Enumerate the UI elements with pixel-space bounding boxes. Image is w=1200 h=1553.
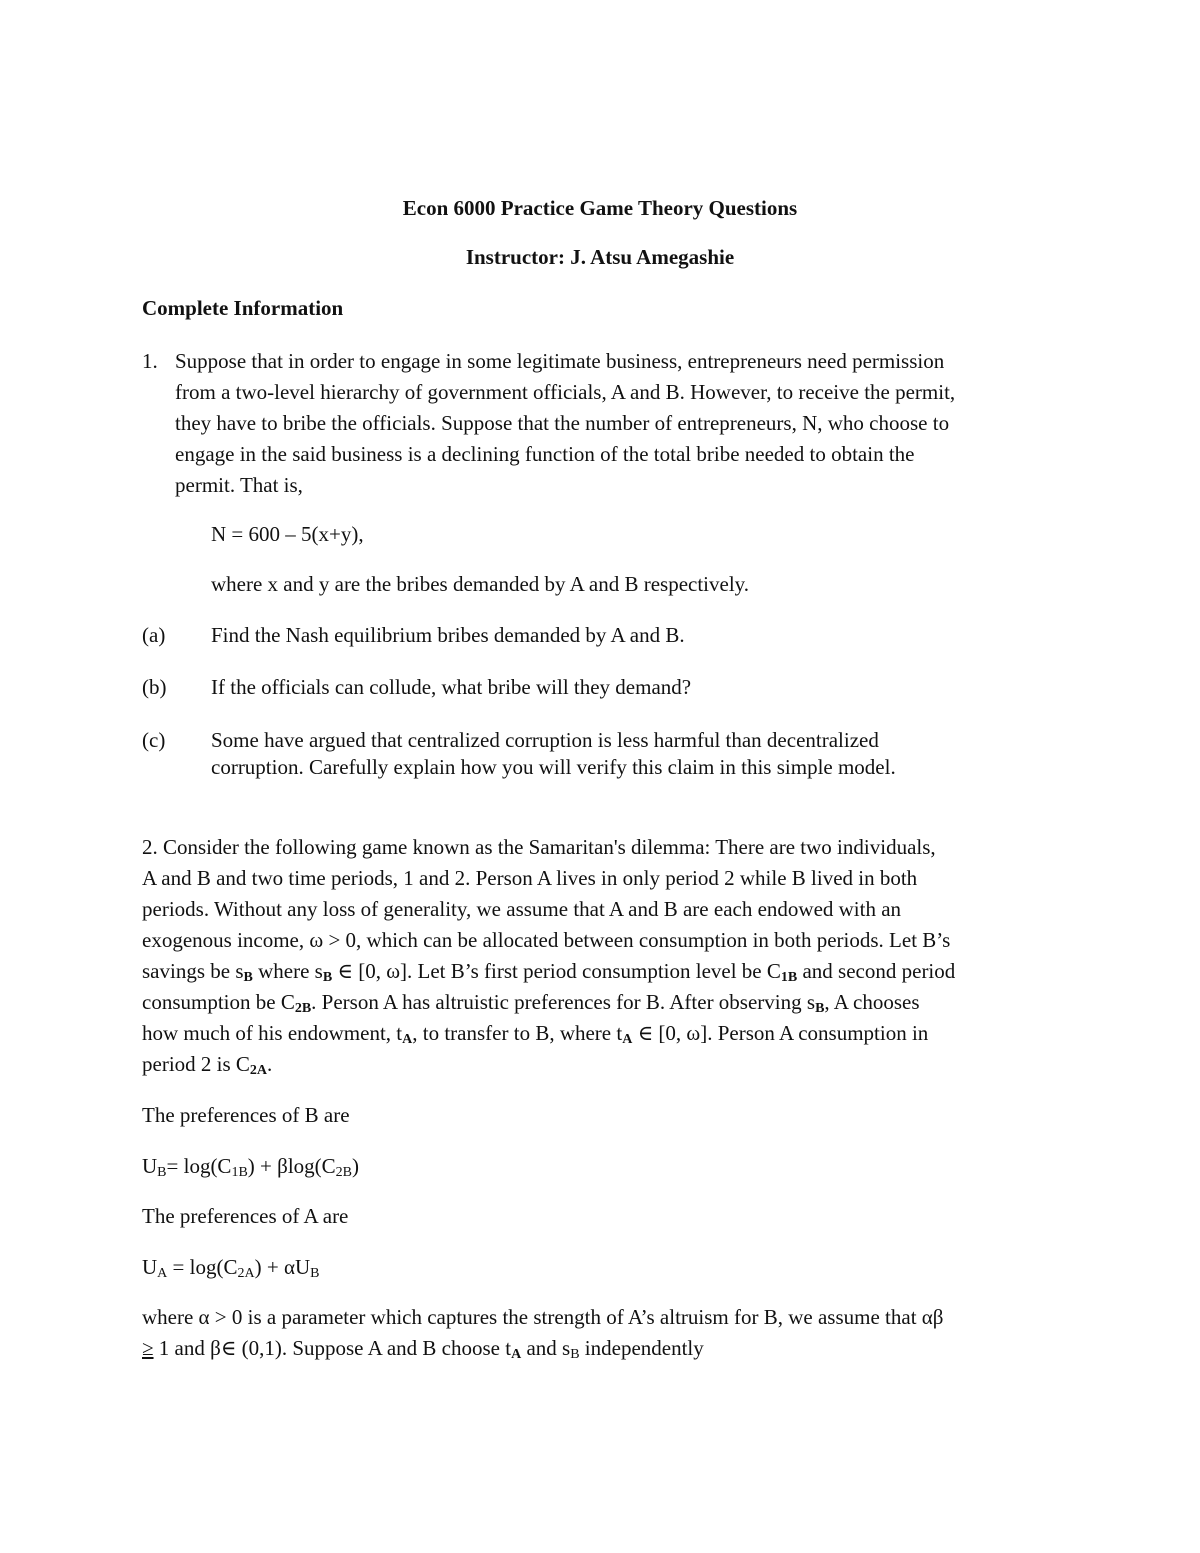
part-a-label: (a): [142, 623, 166, 647]
utility-b-equation: $U_B= \log(C_{1B}) + \beta\log(C_{2B})$: [142, 1154, 359, 1180]
preferences-a-intro: The preferences of A are: [142, 1204, 349, 1228]
part-c-text-line-2: corruption. Carefully explain how you will verify this claim in this simple model.: [211, 755, 896, 779]
question-2-line: savings be sB where sB ∈ [0, ω]. Let B’s first period consumption level be C1B and second period: [142, 959, 956, 985]
question-1-line: engage in the said business is a declining function of the total bribe needed to obtain the: [175, 442, 915, 466]
question-1-number: 1.: [142, 349, 158, 373]
question-2-line: 2. Consider the following game known as the Samaritan's dilemma: There are two individuals,: [142, 835, 936, 859]
part-b-text: If the officials can collude, what bribe will they demand?: [211, 675, 692, 699]
question-1-line: permit. That is,: [175, 473, 303, 497]
part-b-label: (b): [142, 675, 167, 699]
utility-a-equation: $U_A = \log(C_{2A}) + \alpha U_B$: [142, 1255, 320, 1281]
instructor-line: Instructor: J. Atsu Amegashie: [465, 245, 735, 269]
part-c-label: (c): [142, 728, 166, 752]
question-2-line: A and B and two time periods, 1 and 2. Person A lives in only period 2 while B lived in both: [142, 866, 918, 890]
altruism-assumption-line-2: ≥ 1 and β∈ (0,1). Suppose A and B choose tA and $s_B$ independently: [142, 1336, 704, 1362]
section-heading: Complete Information: [142, 296, 344, 320]
question-2-line: periods. Without any loss of generality, we assume that A and B are each endowed with an: [142, 897, 902, 921]
question-2-line: consumption be C2B. Person A has altruistic preferences for B. After observing sB, A chooses: [142, 990, 920, 1016]
question-1-line: Suppose that in order to engage in some legitimate business, entrepreneurs need permission: [175, 349, 945, 373]
part-a-text: Find the Nash equilibrium bribes demanded by A and B.: [211, 623, 685, 647]
demand-equation: N = 600 – 5(x+y),: [211, 522, 364, 546]
equation-explanation: where x and y are the bribes demanded by A and B respectively.: [211, 572, 750, 596]
question-1-line: they have to bribe the officials. Suppose that the number of entrepreneurs, N, who choose to: [175, 411, 950, 435]
question-2-line: period 2 is C2A.: [142, 1052, 273, 1078]
part-c-text-line-1: Some have argued that centralized corruption is less harmful than decentralized: [211, 728, 879, 752]
preferences-b-intro: The preferences of B are: [142, 1103, 350, 1127]
altruism-assumption-line-1: where α > 0 is a parameter which captures the strength of A’s altruism for B, we assume that αβ: [142, 1305, 944, 1329]
question-2-text: [142, 832, 1082, 1080]
question-2-line: how much of his endowment, tA, to transfer to B, where tA ∈ [0, ω]. Person A consumption in: [142, 1021, 929, 1047]
document-title: Econ 6000 Practice Game Theory Questions: [402, 196, 798, 220]
question-1-line: from a two-level hierarchy of government officials, A and B. However, to receive the permit,: [175, 380, 956, 404]
question-1-text: [175, 346, 1075, 501]
question-2-line: exogenous income, ω > 0, which can be allocated between consumption in both periods. Let B’s: [142, 928, 951, 952]
